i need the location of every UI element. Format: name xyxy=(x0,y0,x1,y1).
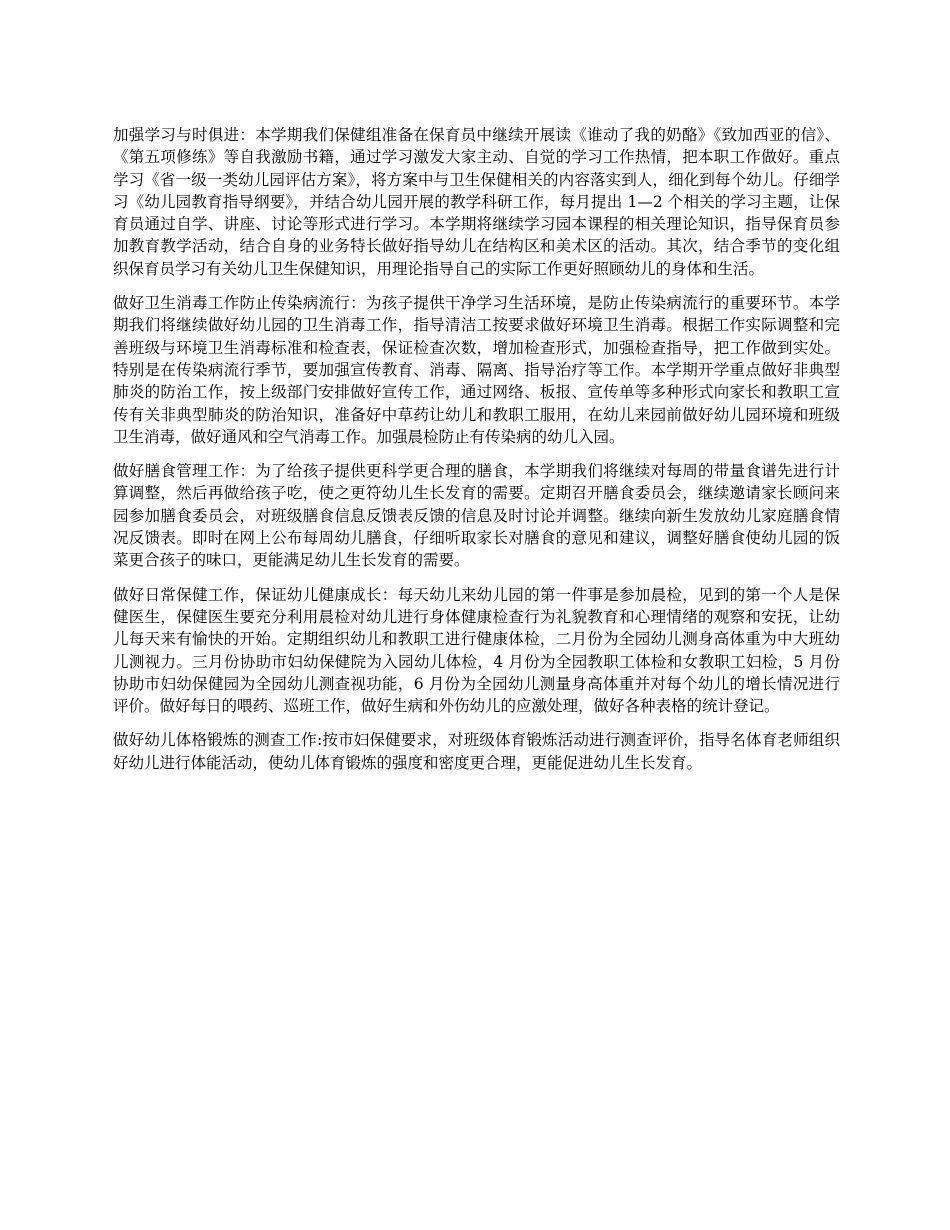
paragraph-physical-exercise: 做好幼儿体格锻炼的测查工作:按市妇保健要求，对班级体育锻炼活动进行测查评价，指导名体育老师组织好幼儿进行体能活动，使幼儿体育锻炼的强度和密度更合理，更能促进幼儿生长发育。 xyxy=(113,731,840,772)
paragraph-diet-management: 做好膳食管理工作：为了给孩子提供更科学更合理的膳食，本学期我们将继续对每周的带量食谱先进行计算调整，然后再做给孩子吃，使之更符幼儿生长发育的需要。定期召开膳食委员会，继续邀请家长顾问来园参加膳食委员会，对班级膳食信息反馈表反馈的信息及时讨论并调整。继续向新生发放幼儿家庭膳食情况反馈表。即时在网上公布每周幼儿膳食，仔细听取家长对膳食的意见和建议，调整好膳食使幼儿园的饭菜更合孩子的味口，更能满足幼儿生长发育的需要。 xyxy=(113,462,840,570)
paragraph-disinfection: 做好卫生消毒工作防止传染病流行：为孩子提供干净学习生活环境，是防止传染病流行的重要环节。本学期我们将继续做好幼儿园的卫生消毒工作，指导清洁工按要求做好环境卫生消毒。根据工作实际调整和完善班级与环境卫生消毒标准和检查表，保证检查次数，增加检查形式，加强检查指导，把工作做到实处。特别是在传染病流行季节，要加强宣传教育、消毒、隔离、指导治疗等工作。本学期开学重点做好非典型肺炎的防治工作，按上级部门安排做好宣传工作，通过网络、板报、宣传单等多种形式向家长和教职工宣传有关非典型肺炎的防治知识，准备好中草药让幼儿和教职工服用，在幼儿来园前做好幼儿园环境和班级卫生消毒，做好通风和空气消毒工作。加强晨检防止有传染病的幼儿入园。 xyxy=(113,294,840,446)
document-body xyxy=(113,124,840,786)
paragraph-study: 加强学习与时俱进：本学期我们保健组准备在保育员中继续开展读《谁动了我的奶酪》《致加西亚的信》、《第五项修练》等自我激励书籍，通过学习激发大家主动、自觉的学习工作热情，把本职工作做好。重点学习《省一级一类幼儿园评估方案》，将方案中与卫生保健相关的内容落实到人，细化到每个幼儿。仔细学习《幼儿园教育指导纲要》，并结合幼儿园开展的教学科研工作，每月提出 1—2 个相关的学习主题，让保育员通过自学、讲座、讨论等形式进行学习。本学期将继续学习园本课程的相关理论知识，指导保育员参加教育教学活动，结合自身的业务特长做好指导幼儿在结构区和美术区的活动。其次，结合季节的变化组织保育员学习有关幼儿卫生保健知识，用理论指导自己的实际工作更好照顾幼儿的身体和生活。 xyxy=(113,126,840,278)
paragraph-daily-healthcare: 做好日常保健工作，保证幼儿健康成长：每天幼儿来幼儿园的第一件事是参加晨检，见到的第一个人是保健医生，保健医生要充分利用晨检对幼儿进行身体健康检查行为礼貌教育和心理情绪的观察和安抚，让幼儿每天来有愉快的开始。定期组织幼儿和教职工进行健康体检，二月份为全园幼儿测身高体重为中大班幼儿测视力。三月份协助市妇幼保健院为入园幼儿体检，4 月份为全园教职工体检和女教职工妇检，5 月份协助市妇幼保健园为全园幼儿测查视功能，6 月份为全园幼儿测量身高体重并对每个幼儿的增长情况进行评价。做好每日的喂药、巡班工作，做好生病和外伤幼儿的应激处理，做好各种表格的统计登记。 xyxy=(113,585,840,716)
